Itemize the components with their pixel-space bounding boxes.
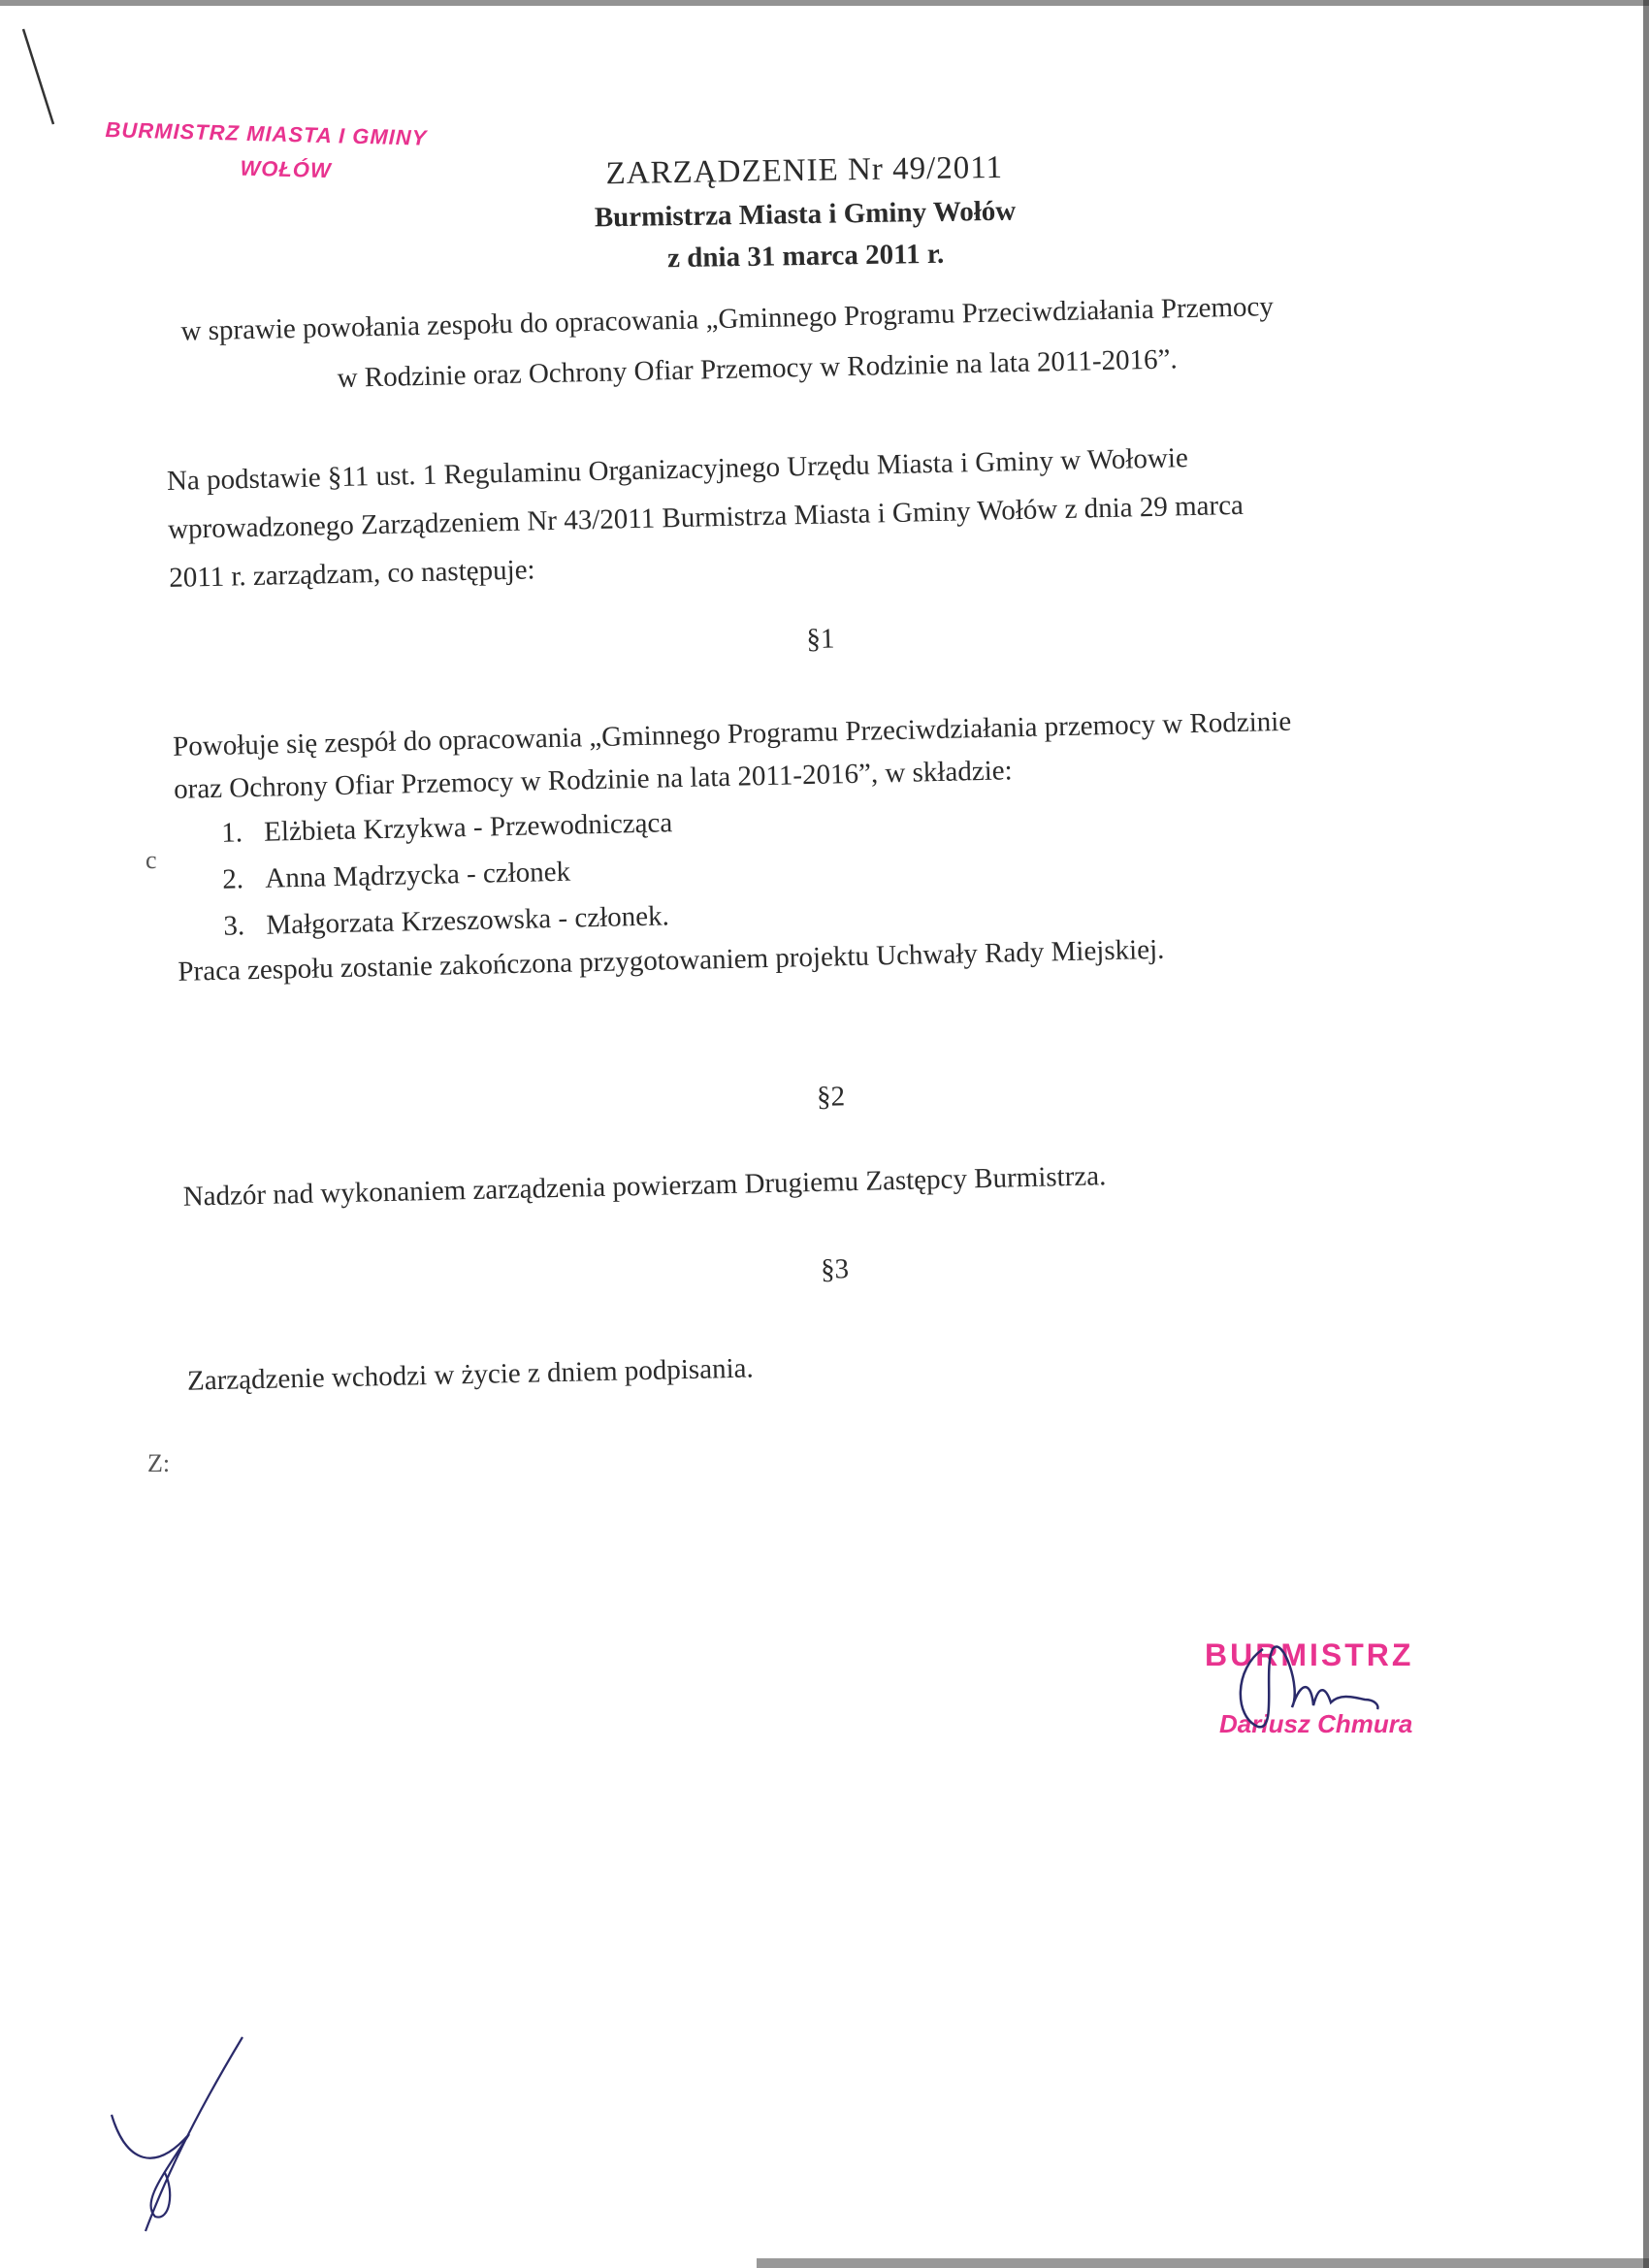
basis-line-2: wprowadzonego Zarządzeniem Nr 43/2011 Burmistrza Miasta i Gminy Wołów z dnia 29 marca <box>167 489 1245 545</box>
office-stamp <box>104 117 473 187</box>
section-1-intro-2: oraz Ochrony Ofiar Przemocy w Rodzinie na lata 2011-2016”, w składzie: <box>173 755 1013 805</box>
section-2-heading: §2 <box>816 1081 846 1113</box>
scan-edge-bottom <box>757 2258 1649 2268</box>
document-issuer: Burmistrza Miasta i Gminy Wołów <box>594 195 1017 234</box>
margin-mark-2: Z: <box>147 1449 171 1477</box>
signature-stamp-rank: BURMISTRZ <box>1205 1637 1414 1672</box>
list-item-number: 2. <box>221 863 244 895</box>
section-1-heading: §1 <box>805 623 835 656</box>
section-3-text: Zarządzenie wchodzi w życie z dniem podpisania. <box>186 1352 755 1397</box>
section-1 <box>173 696 1478 992</box>
scan-edge-right <box>1643 0 1649 2268</box>
section-1-intro-1: Powołuje się zespół do opracowania „Gminnego Programu Przeciwdziałania przemocy w Rodzinie <box>172 705 1292 762</box>
section-1-closing: Praca zespołu zostanie zakończona przygotowaniem projektu Uchwały Rady Miejskiej. <box>178 933 1165 988</box>
initials-signature <box>97 2027 272 2251</box>
document-header <box>503 148 1107 277</box>
list-item-text: Elżbieta Krzykwa - Przewodnicząca <box>263 807 673 848</box>
margin-mark-1: c <box>146 846 157 874</box>
signature-stamp <box>1195 1630 1486 1766</box>
basis-line-1: Na podstawie §11 ust. 1 Regulaminu Organizacyjnego Urzędu Miasta i Gminy w Wołowie <box>166 442 1189 497</box>
section-3-heading: §3 <box>820 1253 850 1285</box>
document-title: ZARZĄDZENIE Nr 49/2011 <box>605 149 1004 192</box>
subject-line-1: w sprawie powołania zespołu do opracowania „Gminnego Programu Przeciwdziałania Przemocy <box>180 291 1275 347</box>
document-body <box>163 281 1487 1403</box>
subject <box>180 281 1465 404</box>
office-stamp-line1: BURMISTRZ MIASTA I GMINY <box>105 117 428 150</box>
list-item-number: 1. <box>220 817 243 849</box>
list-item-text: Anna Mądrzycka - członek <box>264 856 571 894</box>
subject-line-2: w Rodzinie oraz Ochrony Ofiar Przemocy w Rodzinie na lata 2011-2016”. <box>337 343 1179 394</box>
legal-basis <box>166 431 1469 599</box>
handwritten-signature <box>1195 1630 1486 1766</box>
pen-stroke-mark <box>0 0 78 136</box>
signature-stamp-name: Dariusz Chmura <box>1219 1709 1413 1738</box>
basis-line-3: 2011 r. zarządzam, co następuje: <box>168 554 535 594</box>
list-item-text: Małgorzata Krzeszowska - członek. <box>266 900 670 941</box>
section-2-text: Nadzór nad wykonaniem zarządzenia powierzam Drugiemu Zastępcy Burmistrza. <box>182 1160 1107 1213</box>
list-item-number: 3. <box>223 910 245 942</box>
document-date: z dnia 31 marca 2011 r. <box>666 238 945 275</box>
office-stamp-line2: WOŁÓW <box>240 155 333 183</box>
scan-edge-top <box>0 0 1649 6</box>
